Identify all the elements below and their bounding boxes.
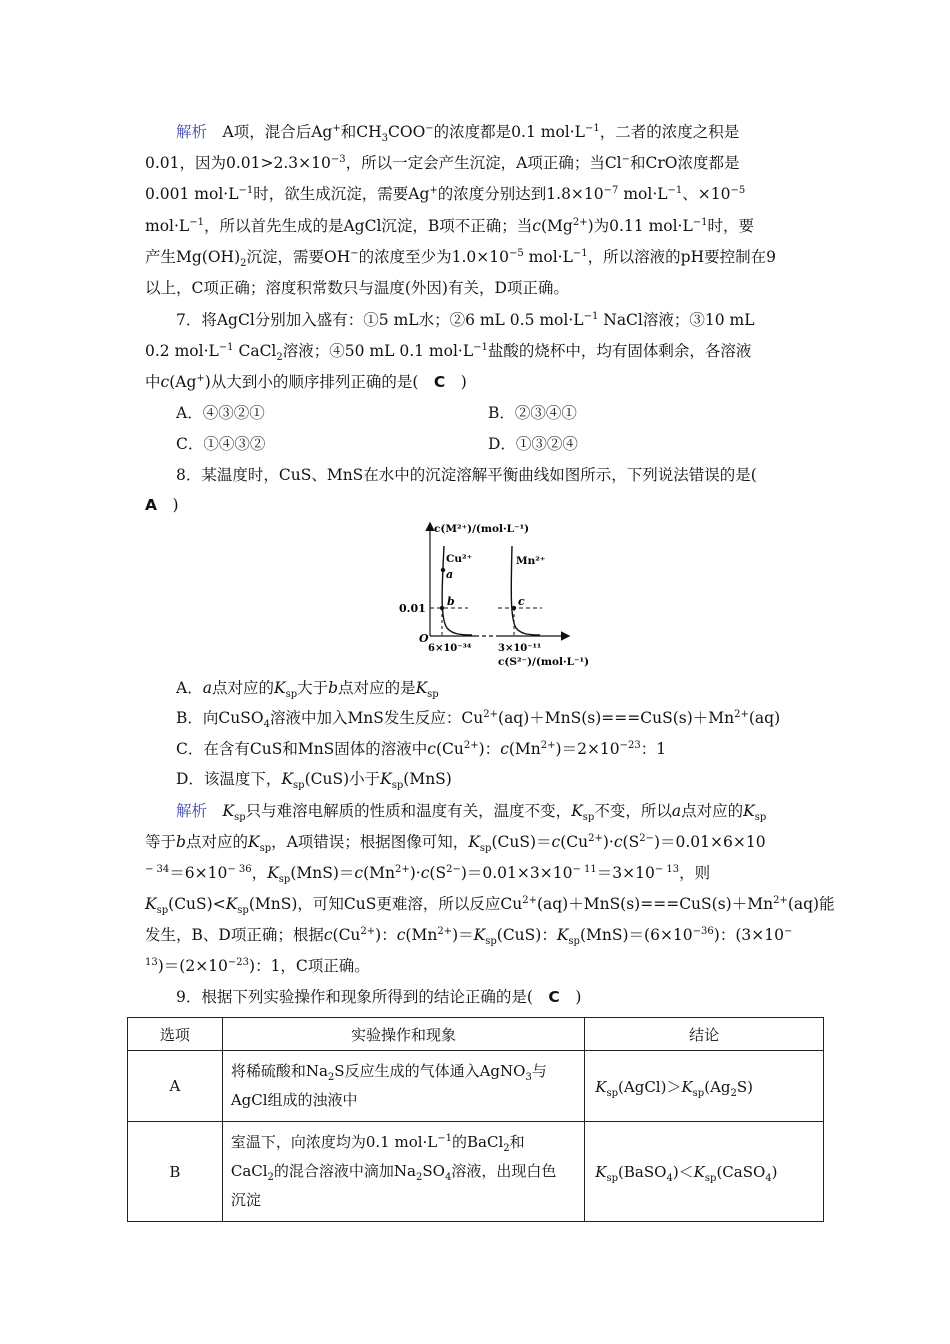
x-axis-label: c(S²⁻)/(mol·L⁻¹) <box>498 656 590 668</box>
x-tick2-label: 3×10⁻¹¹ <box>498 643 542 654</box>
analysis-q8-line-1: 解析 $K_{sp}$只与难溶电解质的性质和温度有关，温度不变，$K_{sp}$不变，所以a点对应的$K_{sp}$ <box>176 802 767 824</box>
analysis-q6-line-4: $mol\cdot L^{-1}$，所以首先生成的是AgCl沉淀，B项不正确；当$c(Mg^{2+})$为0.11 $mol\cdot L^{-1}$时，要 <box>145 216 755 235</box>
point-c-label: c <box>518 595 525 608</box>
point-b <box>440 606 444 610</box>
row-b-operation: 室温下，向浓度均为0.1 $mol\cdot L^{-1}$的BaCl$_2$和 CaCl$_2$的混合溶液中滴加$Na_2SO_4$溶液，出现白色 沉淀 <box>222 1122 584 1222</box>
table-row <box>128 1122 824 1222</box>
q8-option-b: B．向CuSO$_4$溶液中加入MnS发生反应：$Cu^{2+}(aq)+MnS(s)===CuS(s)+Mn^{2+}(aq)$ <box>176 708 781 731</box>
question-7-line-3: 中c(Ag+)从大到小的顺序排列正确的是( C ) <box>145 372 467 391</box>
solution-label: 解析 <box>176 123 208 141</box>
analysis-q8-line-5: 发生，B、D项正确；根据$c(Cu^{2+})$：$c(Mn^{2+})=K_{sp}(CuS)$：$K_{sp}(MnS)=(6\times 10^{-36})$：(3×10− <box>145 925 793 948</box>
question-9-table <box>127 1017 824 1222</box>
cu-curve-label: Cu²⁺ <box>446 553 473 565</box>
point-b-label: b <box>447 595 455 608</box>
analysis-q6-line-5: 产生$Mg(OH)_2$沉淀，需要OH−的浓度至少为$1.0\times 10^{-5}$ $mol\cdot L^{-1}$，所以溶液的pH要控制在9 <box>145 247 776 270</box>
analysis-q6-line-3: 0.001 $mol\cdot L^{-1}$时，欲生成沉淀，需要Ag+的浓度分别达到$1.8\times 10^{-7}$ $mol\cdot L^{-1}$、$\times 10^{-5}$ <box>145 184 746 203</box>
analysis-q8-line-2: 等于b点对应的$K_{sp}$，A项错误；根据图像可知，$K_{sp}(CuS)=c(Cu^{2+})\cdot c(S^{2-})=0.01\times 6\times 10$ <box>145 832 766 855</box>
x-tick1-label: 6×10⁻³⁴ <box>428 643 472 654</box>
q7-option-c: C．①④③② <box>176 435 266 453</box>
table-header-row <box>128 1018 824 1051</box>
mn-curve-label: Mn²⁺ <box>516 555 546 567</box>
q8-option-d: D．该温度下，$K_{sp}(CuS)$小于$K_{sp}(MnS)$ <box>176 770 452 792</box>
question-7-line-2: 0.2 $mol\cdot L^{-1}$ CaCl$_2$溶液；④50 mL 0.1 $mol\cdot L^{-1}$盐酸的烧杯中，均有固体剩余，各溶液 <box>145 341 752 364</box>
analysis-q6-line-2: 0.01，因为$0.01>2.3\times 10^{-3}$，所以一定会产生沉淀，A项正确；当Cl−和CrO浓度都是 <box>145 153 740 172</box>
analysis-q8-line-6: $^{13})=(2\times 10^{-23})$：1，C项正确。 <box>145 956 370 975</box>
q8-answer: A <box>145 496 157 514</box>
row-b-conclusion: $K_{sp}(BaSO_4)<K_{sp}(CaSO_4)$ <box>585 1122 824 1222</box>
row-a-operation: 将稀硫酸和$Na_2S$反应生成的气体通入AgNO$_3$与 AgCl组成的浊液中 <box>222 1051 584 1122</box>
row-b-option: B <box>128 1122 223 1222</box>
q7-option-b: B．②③④① <box>488 404 577 422</box>
q7-option-d: D．①③②④ <box>488 435 578 453</box>
table-row <box>128 1051 824 1122</box>
q7-answer: C <box>433 373 446 391</box>
row-a-option: A <box>128 1051 223 1122</box>
q8-option-a: A．a点对应的$K_{sp}$大于b点对应的是$K_{sp}$ <box>176 679 439 701</box>
y-axis-label: c(M²⁺)/(mol·L⁻¹) <box>434 523 530 535</box>
analysis-q8-line-3: $^{- 34}=6\times 10^{- 36}$，$K_{sp}(MnS)=c(Mn^{2+})\cdot c(S^{2-})=0.01\times 3\times 10^{- 11}=3\times 10^{- 13}$，则 <box>145 863 711 886</box>
analysis-q6-line-1: 解析 A项，混合后Ag+和$CH_3COO^-$的浓度都是0.1 $mol\cdot L^{-1}$，二者的浓度之积是 <box>176 122 740 145</box>
point-a-label: a <box>446 568 454 581</box>
q7-option-a: A．④③②① <box>176 404 265 422</box>
question-9-stem: 9．根据下列实验操作和现象所得到的结论正确的是( C ) <box>176 988 582 1006</box>
solubility-curve-figure <box>390 518 600 673</box>
point-a <box>441 568 445 572</box>
analysis-q6-line-6: 以上，C项正确；溶度积常数只与温度(外因)有关，D项正确。 <box>145 279 569 297</box>
q8-option-c: C．在含有CuS和MnS固体的溶液中$c(Cu^{2+})$：$c(Mn^{2+})=2\times 10^{-23}$：1 <box>176 739 667 758</box>
analysis-q8-line-4: $K_{sp}(CuS)<K_{sp}(MnS)$，可知CuS更难溶，所以反应$Cu^{2+}(aq)+MnS(s)===CuS(s)+Mn^{2+}(aq)$能 <box>145 894 835 917</box>
header-conclusion: 结论 <box>585 1018 824 1051</box>
origin-label: O <box>419 632 429 645</box>
y-tick-label: 0.01 <box>399 602 426 615</box>
row-a-conclusion: $K_{sp}(AgCl)>K_{sp}(Ag_2S)$ <box>585 1051 824 1122</box>
q9-answer: C <box>548 988 560 1006</box>
header-option: 选项 <box>128 1018 223 1051</box>
question-8-stem: 8．某温度时，CuS、MnS在水中的沉淀溶解平衡曲线如图所示，下列说法错误的是( <box>176 466 757 484</box>
question-8-answer-line: A ) <box>145 496 179 514</box>
header-operation: 实验操作和现象 <box>222 1018 584 1051</box>
question-7-line-1: 7．将AgCl分别加入盛有：①5 mL水；②6 mL 0.5 $mol\cdot L^{-1}$ NaCl溶液；③10 mL <box>176 310 755 329</box>
point-c <box>512 606 516 610</box>
